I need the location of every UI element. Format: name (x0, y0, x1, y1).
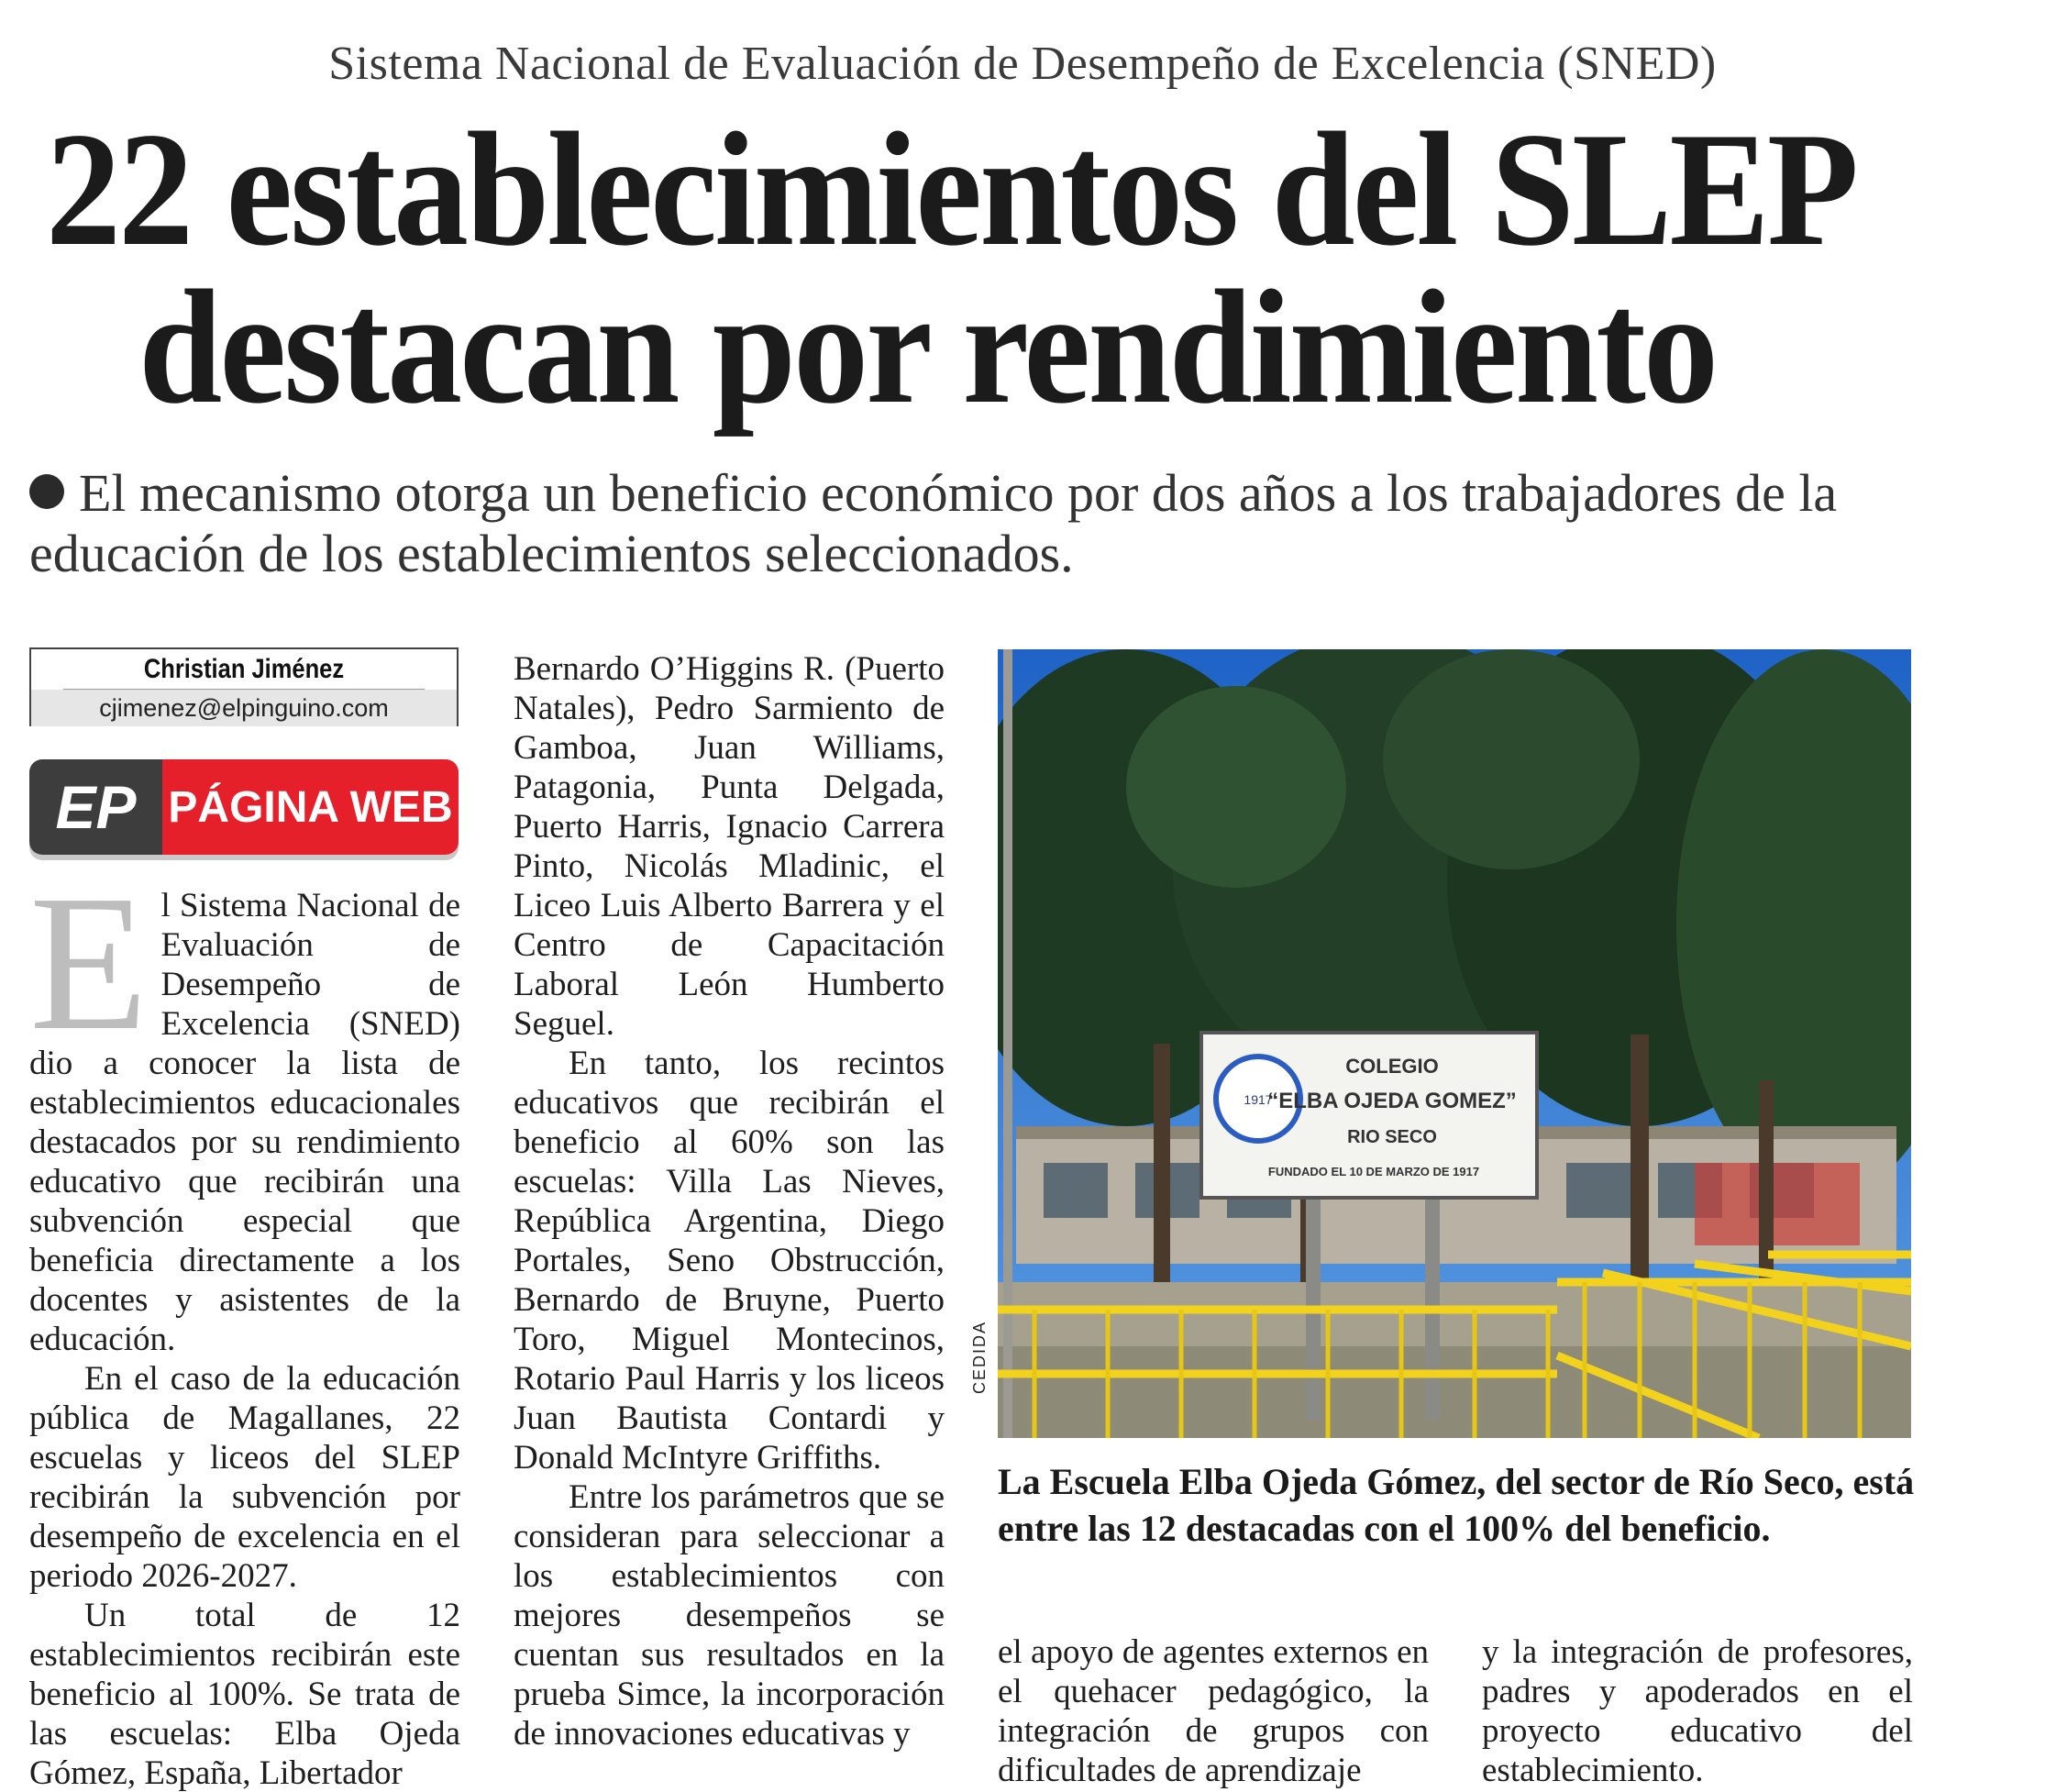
byline-box (29, 647, 459, 726)
web-page-badge (29, 759, 459, 855)
kicker: Sistema Nacional de Evaluación de Desempeño de Excelencia (SNED) (328, 38, 1717, 90)
paragraph-1: l Sistema Nacional de Evaluación de Desempeño de Excelencia (SNED) dio a conocer la lista de establecimientos educacionales destacados por su rendimiento educativo que recibirán una subvención especial que beneficia directamente a los docentes y asistentes de la educación. (29, 887, 460, 1358)
deck (29, 463, 1909, 584)
article-column-4 (1482, 1632, 1913, 1790)
deck-text: El mecanismo otorga un beneficio económico por dos años a los trabajadores de la educación de los establecimientos seleccionados. (29, 463, 1838, 583)
author-name: Christian Jiménez (63, 649, 425, 690)
sign-line-4: FUNDADO EL 10 DE MARZO DE 1917 (1267, 1165, 1480, 1178)
article-column-2 (514, 649, 945, 1753)
paragraph-5-end: y la integración de profesores, padres y apoderados en el proyecto educativo del establecimiento. (1482, 1633, 1913, 1789)
paragraph-5-continued: el apoyo de agentes externos en el quehacer pedagógico, la integración de grupos con dificultades de aprendizaje (998, 1633, 1429, 1789)
photo-credit: CEDIDA (970, 1320, 989, 1394)
drop-cap: E (29, 855, 149, 1070)
sign-line-3: RIO SECO (1347, 1127, 1437, 1147)
sign-line-1: COLEGIO (1345, 1055, 1439, 1078)
sign-seal-year: 1917 (1244, 1092, 1273, 1107)
headline-line-2: destacan por rendimiento (138, 256, 1717, 437)
paragraph-2: En el caso de la educación pública de Magallanes, 22 escuelas y liceos del SLEP recibirán la subvención por desempeño de excelencia en el periodo 2026-2027. (29, 1360, 460, 1595)
article-column-1 (29, 855, 460, 1792)
paragraph-3: Un total de 12 establecimientos recibirán este beneficio al 100%. Se trata de las escuelas: Elba Ojeda Gómez, España, Libertador (29, 1597, 460, 1792)
headline (46, 98, 1936, 437)
article-column-3 (998, 1632, 1429, 1790)
school-photo (998, 649, 1911, 1438)
sign-line-2: “ELBA OJEDA GOMEZ” (1267, 1089, 1517, 1113)
paragraph-4: En tanto, los recintos educativos que recibirán el beneficio al 60% son las escuelas: Villa Las Nieves, República Argentina, Diego Portales, Seno Obstrucción, Bernardo de Bruyne, Puerto Toro, Miguel Montecinos, Rotario Paul Harris y los liceos Juan Bautista Contardi y Donald McIntyre Griffiths. (514, 1045, 945, 1477)
author-email: cjimenez@elpinguino.com (31, 690, 457, 726)
badge-label: PÁGINA WEB (162, 759, 459, 855)
photo-caption: La Escuela Elba Ojeda Gómez, del sector de Río Seco, está entre las 12 destacadas con el 100% del beneficio. (998, 1461, 1915, 1549)
paragraph-5: Entre los parámetros que se consideran para seleccionar a los establecimientos con mejores desempeños se cuentan sus resultados en la prueba Simce, la incorporación de innovaciones educativas y (514, 1478, 945, 1753)
paragraph-3-continued: Bernardo O’Higgins R. (Puerto Natales), Pedro Sarmiento de Gamboa, Juan Williams, Patagonia, Punta Delgada, Puerto Harris, Ignacio Carrera Pinto, Nicolás Mladinic, el Liceo Luis Alberto Barrera y el Centro de Capacitación Laboral León Humberto Seguel. (514, 650, 945, 1043)
school-photo-illustration (998, 649, 1911, 1438)
bullet-icon (29, 474, 64, 509)
headline-line-1: 22 establecimientos del SLEP (46, 98, 1857, 280)
ep-logo: EP (29, 759, 162, 855)
